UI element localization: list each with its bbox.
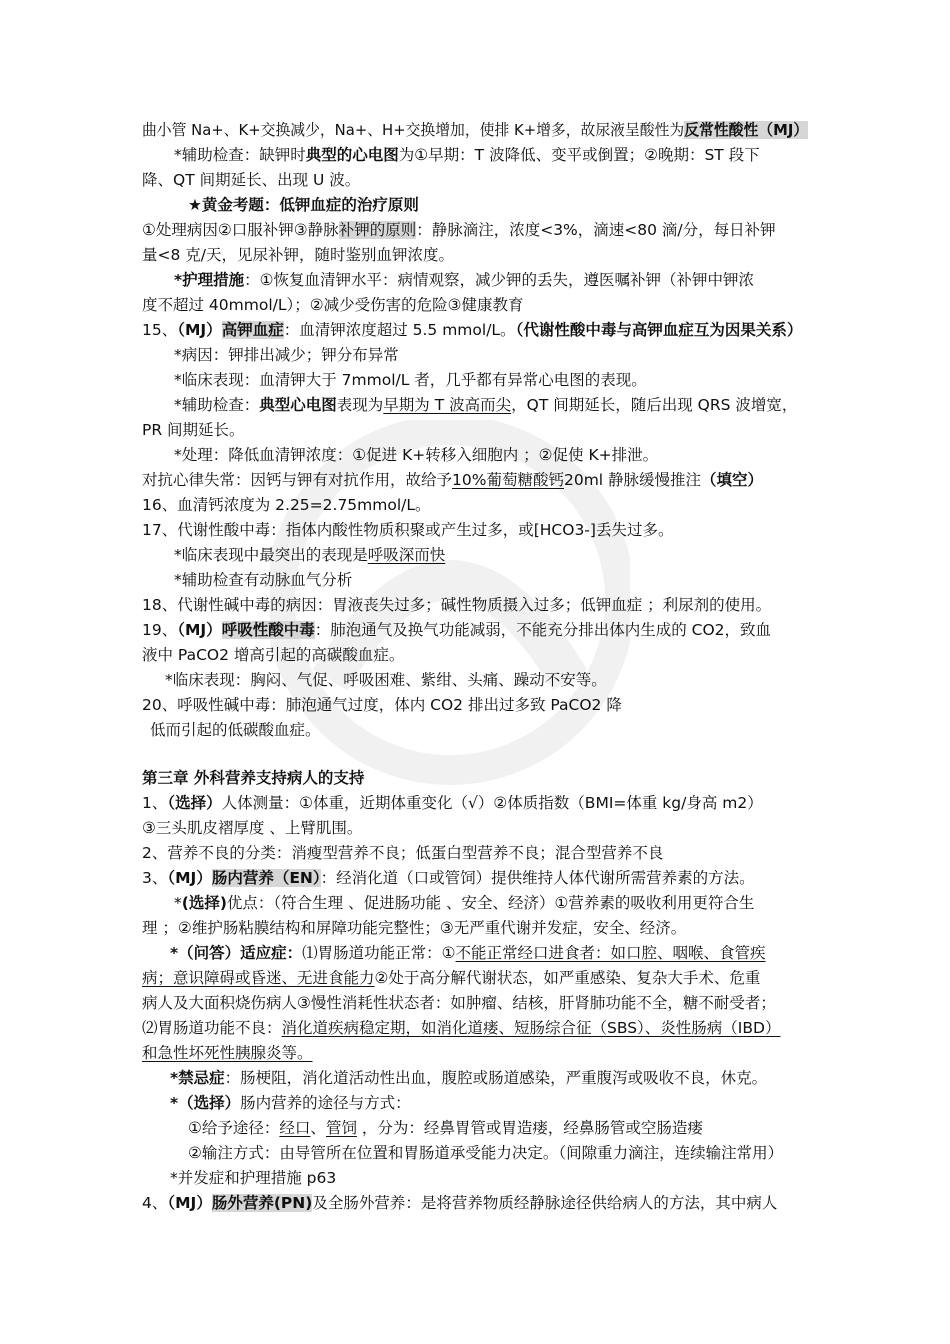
text-line: *（问答）适应症：⑴胃肠道功能正常：①不能正常经口进食者：如口腔、咽喉、食管疾	[170, 944, 766, 962]
text-line: ③三头肌皮褶厚度 、上臂肌围。	[142, 819, 363, 837]
text-line: *处理：降低血清钾浓度：①促进 K+转移入细胞内 ；②促使 K+排泄。	[174, 446, 659, 464]
text-line: *病因：钾排出减少；钾分布异常	[174, 346, 399, 364]
numbered-item: 17、代谢性酸中毒：指体内酸性物质积聚或产生过多，或[HCO3-]丢失过多。	[142, 521, 674, 539]
text-line: *禁忌症：肠梗阻，消化道活动性出血，腹腔或肠道感染，严重腹泻或吸收不良，休克。	[170, 1069, 768, 1087]
text-line: PR 间期延长。	[142, 421, 245, 439]
text-line: 降、QT 间期延长、出现 U 波。	[142, 171, 361, 189]
text-line: *临床表现中最突出的表现是呼吸深而快	[174, 546, 446, 564]
numbered-item: 20、呼吸性碱中毒：肺泡通气过度，体内 CO2 排出过多致 PaCO2 降	[142, 696, 622, 714]
text-line: ①给予途径：经口、管饲 ，分为：经鼻胃管或胃造瘘，经鼻肠管或空肠造瘘	[188, 1119, 703, 1137]
text-line: *辅助检查：典型心电图表现为早期为 T 波高而尖，QT 间期延长，随后出现 QRS 波增宽，	[174, 396, 798, 414]
text-line: *(选择)优点：（符合生理 、促进肠功能 、安全、经济）①营养素的吸收利用更符合生	[174, 894, 755, 912]
text-line: ⑵胃肠道功能不良：消化道疾病稳定期，如消化道瘘、短肠综合征（SBS）、炎性肠病（IBD）	[142, 1019, 781, 1037]
numbered-item: 19、（MJ）呼吸性酸中毒：肺泡通气及换气功能减弱，不能充分排出体内生成的 CO2，致血	[142, 621, 772, 639]
text-line: ①处理病因②口服补钾③静脉补钾的原则：静脉滴注，浓度<3%，滴速<80 滴/分，每日补钾	[142, 221, 776, 239]
chapter-title: 第三章 外科营养支持病人的支持	[142, 769, 365, 787]
text-line: 理 ；②维护肠粘膜结构和屏障功能完整性；③无严重代谢并发症，安全、经济。	[142, 919, 687, 937]
text-line: *临床表现：血清钾大于 7mmol/L 者，几乎都有异常心电图的表现。	[174, 371, 647, 389]
text-line: 液中 PaCO2 增高引起的高碳酸血症。	[142, 646, 405, 664]
text-line: *（选择）肠内营养的途径与方式：	[170, 1094, 411, 1112]
text-line: *护理措施：①恢复血清钾水平：病情观察，减少钾的丢失，遵医嘱补钾（补钾中钾浓	[174, 271, 755, 289]
numbered-item: 4、（MJ）肠外营养(PN)及全肠外营养：是将营养物质经静脉途径供给病人的方法，其中病人	[142, 1194, 778, 1212]
text-line: *辅助检查：缺钾时典型的心电图为①早期：T 波降低、变平或倒置；②晚期：ST 段下	[174, 146, 760, 164]
section-heading: ★黄金考题：低钾血症的治疗原则	[188, 196, 419, 214]
numbered-item: 18、代谢性碱中毒的病因：胃液丧失过多；碱性物质摄入过多；低钾血症 ；利尿剂的使用。	[142, 596, 772, 614]
text-line: 度不超过 40mmol/L）；②减少受伤害的危险③健康教育	[142, 296, 524, 314]
text-line: 和急性坏死性胰腺炎等。	[142, 1044, 313, 1062]
text-line: ②输注方式：由导管所在位置和胃肠道承受能力决定。（间隙重力滴注，连续输注常用）	[188, 1144, 784, 1162]
numbered-item: 15、（MJ）高钾血症：血清钾浓度超过 5.5 mmol/L。（代谢性酸中毒与高钾血症互为因果关系）	[142, 321, 803, 339]
text-line: *临床表现：胸闷、气促、呼吸困难、紫绀、头痛、躁动不安等。	[165, 671, 607, 689]
numbered-item: 16、血清钙浓度为 2.25=2.75mmol/L。	[142, 496, 431, 514]
text-line: 低而引起的低碳酸血症。	[150, 721, 321, 739]
text-line: 病人及大面积烧伤病人③慢性消耗性状态者：如肿瘤、结核，肝肾肺功能不全，糖不耐受者；	[142, 994, 776, 1012]
numbered-item: 3、（MJ）肠内营养（EN）：经消化道（口或管饲）提供维持人体代谢所需营养素的方法。	[142, 869, 755, 887]
text-line: 病；意识障碍或昏迷、无进食能力②处于高分解代谢状态，如严重感染、复杂大手术、危重	[142, 969, 761, 987]
text-line: *并发症和护理措施 p63	[170, 1169, 337, 1187]
text-line: 对抗心律失常：因钙与钾有对抗作用，故给予10%葡萄糖酸钙20ml 静脉缓慢推注（填空）	[142, 471, 764, 489]
text-line: 量<8 克/天，见尿补钾，随时鉴别血钾浓度。	[142, 246, 454, 264]
text-line: 曲小管 Na+、K+交换减少，Na+、H+交换增加，使排 K+增多，故尿液呈酸性为反常性酸性（MJ）	[142, 121, 809, 139]
numbered-item: 1、（选择）人体测量：①体重，近期体重变化（√）②体质指数（BMI=体重 kg/身高 m2）	[142, 794, 763, 812]
numbered-item: 2、营养不良的分类：消瘦型营养不良；低蛋白型营养不良；混合型营养不良	[142, 844, 664, 862]
text-line: *辅助检查有动脉血气分析	[174, 571, 353, 589]
